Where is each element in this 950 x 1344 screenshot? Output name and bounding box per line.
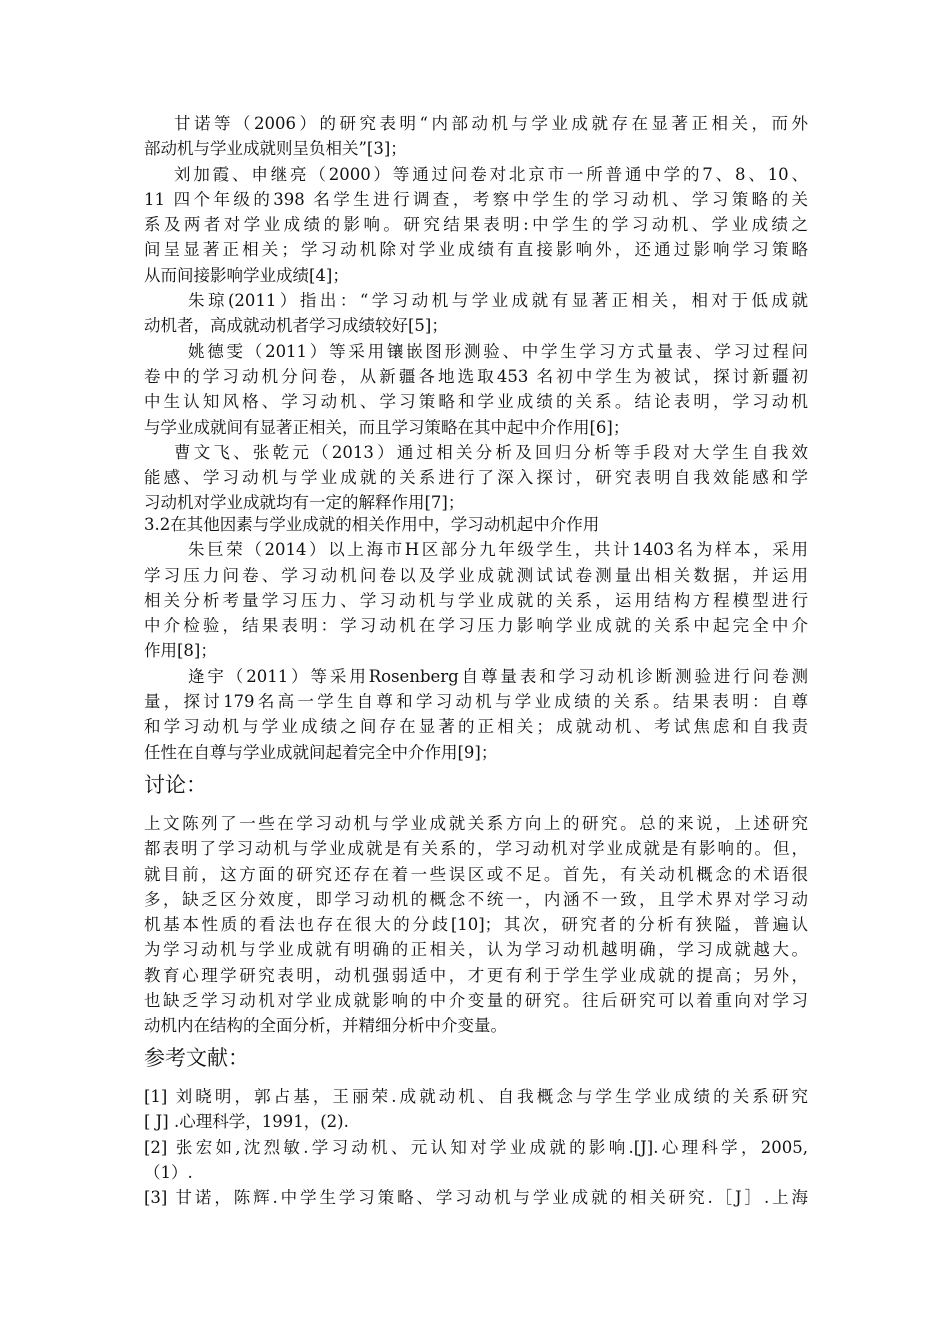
text-line: 曹文飞、张乾元（2013）通过相关分析及回归分析等手段对大学生自我效 bbox=[174, 442, 808, 462]
text-line: 都表明了学习动机与学业成就是有关系的，学习动机对学业成就是有影响的。但， bbox=[144, 839, 808, 859]
section-title: 3.2在其他因素与学业成就的相关作用中，学习动机起中介作用 bbox=[144, 515, 600, 534]
text-line: 与学业成就间有显著正相关，而且学习策略在其中起中介作用[6]； bbox=[144, 417, 630, 437]
reference-line: [2] 张宏如,沈烈敏.学习动机、元认知对学业成就的影响.[J].心理科学，2005, bbox=[144, 1137, 808, 1157]
references-list bbox=[144, 1084, 808, 1210]
finding-paragraph bbox=[144, 339, 808, 440]
text-line: 姚德雯（2011）等采用镶嵌图形测验、中学生学习方式量表、学习过程问 bbox=[188, 341, 808, 361]
text-line: 量，探讨179名高一学生自尊和学习动机与学业成绩的关系。结果表明：自尊 bbox=[144, 692, 808, 712]
finding-paragraph bbox=[144, 288, 808, 339]
finding-paragraph bbox=[144, 162, 808, 288]
text-line: 任性在自尊与学业成就间起着完全中介作用[9]； bbox=[144, 742, 498, 762]
text-line: 就目前，这方面的研究还存在着一些误区或不足。首先，有关动机概念的术语很 bbox=[144, 864, 808, 884]
text-line: 也缺乏学习动机对学业成就影响的中介变量的研究。往后研究可以着重向对学习 bbox=[144, 991, 808, 1011]
finding-paragraph bbox=[144, 664, 808, 765]
text-line: 部动机与学业成就则呈负相关”[3]； bbox=[144, 139, 407, 159]
text-line: 11 四个年级的398 名学生进行调查，考察中学生的学习动机、学习策略的关 bbox=[144, 189, 808, 209]
finding-paragraph bbox=[144, 111, 808, 162]
reference-line: [1] 刘晓明，郭占基，王丽荣.成就动机、自我概念与学生学业成绩的关系研究 bbox=[144, 1087, 808, 1106]
text-line: 系及两者对学业成绩的影响。研究结果表明:中学生的学习动机、学业成绩之 bbox=[144, 215, 808, 235]
text-line: 动机内在结构的全面分析，并精细分析中介变量。 bbox=[144, 1016, 507, 1036]
text-line: 为学习动机与学业成就有明确的正相关，认为学习动机越明确，学习成就越大。 bbox=[144, 940, 808, 960]
text-line: 从而间接影响学业成绩[4]； bbox=[144, 265, 349, 285]
finding-paragraph bbox=[144, 440, 808, 516]
finding-paragraph bbox=[144, 537, 808, 663]
discussion-body bbox=[144, 811, 808, 1039]
text-line: 逄宇（2011）等采用Rosenberg自尊量表和学习动机诊断测验进行问卷测 bbox=[188, 666, 808, 686]
text-line: 甘诺等（2006）的研究表明“内部动机与学业成就存在显著正相关，而外 bbox=[174, 114, 808, 133]
text-line: 中生认知风格、学习动机、学习策略和学业成绩的关系。结论表明，学习动机 bbox=[144, 392, 808, 412]
text-line: 中介检验，结果表明：学习动机在学习压力影响学业成就的关系中起完全中介 bbox=[144, 616, 808, 636]
text-line: 朱琼(2011）指出：“学习动机与学业成就有显著正相关，相对于低成就 bbox=[188, 291, 808, 311]
text-line: 朱巨荣（2014）以上海市H区部分九年级学生，共计1403名为样本，采用 bbox=[188, 540, 808, 560]
text-line: 作用[8]； bbox=[144, 641, 217, 661]
text-line: 卷中的学习动机分问卷，从新疆各地选取453 名初中学生为被试，探讨新疆初 bbox=[144, 366, 808, 386]
discussion-heading: 讨论： bbox=[144, 773, 207, 797]
text-line: 学习压力问卷、学习动机问卷以及学业成就测试试卷测量出相关数据，并运用 bbox=[144, 565, 808, 585]
text-line: 间呈显著正相关；学习动机除对学业成绩有直接影响外，还通过影响学习策略 bbox=[144, 240, 808, 260]
text-line: 能感、学习动机与学业成就的关系进行了深入探讨，研究表明自我效能感和学 bbox=[144, 468, 808, 488]
text-line: 刘加霞、申继亮（2000）等通过问卷对北京市一所普通中学的7、8、10、 bbox=[174, 164, 808, 184]
text-line: 习动机对学业成就均有一定的解释作用[7]； bbox=[144, 493, 465, 513]
findings-section bbox=[144, 111, 808, 516]
section-3-2 bbox=[144, 512, 808, 765]
text-line: 动机者，高成就动机者学习成绩较好[5]； bbox=[144, 316, 448, 336]
reference-line: [ J] .心理科学，1991，(2). bbox=[144, 1112, 349, 1132]
text-line: 多，缺乏区分效度，即学习动机的概念不统一，内涵不一致，且学术界对学习动 bbox=[144, 889, 808, 909]
reference-line: [3] 甘诺，陈辉.中学生学习策略、学习动机与学业成就的相关研究.［J］.上海 bbox=[144, 1188, 808, 1208]
text-line: 机基本性质的看法也存在很大的分歧[10]；其次，研究者的分析有狭隘，普遍认 bbox=[144, 915, 808, 935]
text-line: 相关分析考量学习压力、学习动机与学业成就的关系，运用结构方程模型进行 bbox=[144, 590, 808, 610]
text-line: 教育心理学研究表明，动机强弱适中，才更有利于学生学业成就的提高；另外， bbox=[144, 965, 808, 985]
reference-line: （1）. bbox=[144, 1162, 193, 1182]
references-heading: 参考文献： bbox=[144, 1046, 249, 1070]
text-line: 和学习动机与学业成绩之间存在显著的正相关；成就动机、考试焦虑和自我责 bbox=[144, 717, 808, 737]
text-line: 上文陈列了一些在学习动机与学业成就关系方向上的研究。总的来说，上述研究 bbox=[144, 814, 808, 833]
